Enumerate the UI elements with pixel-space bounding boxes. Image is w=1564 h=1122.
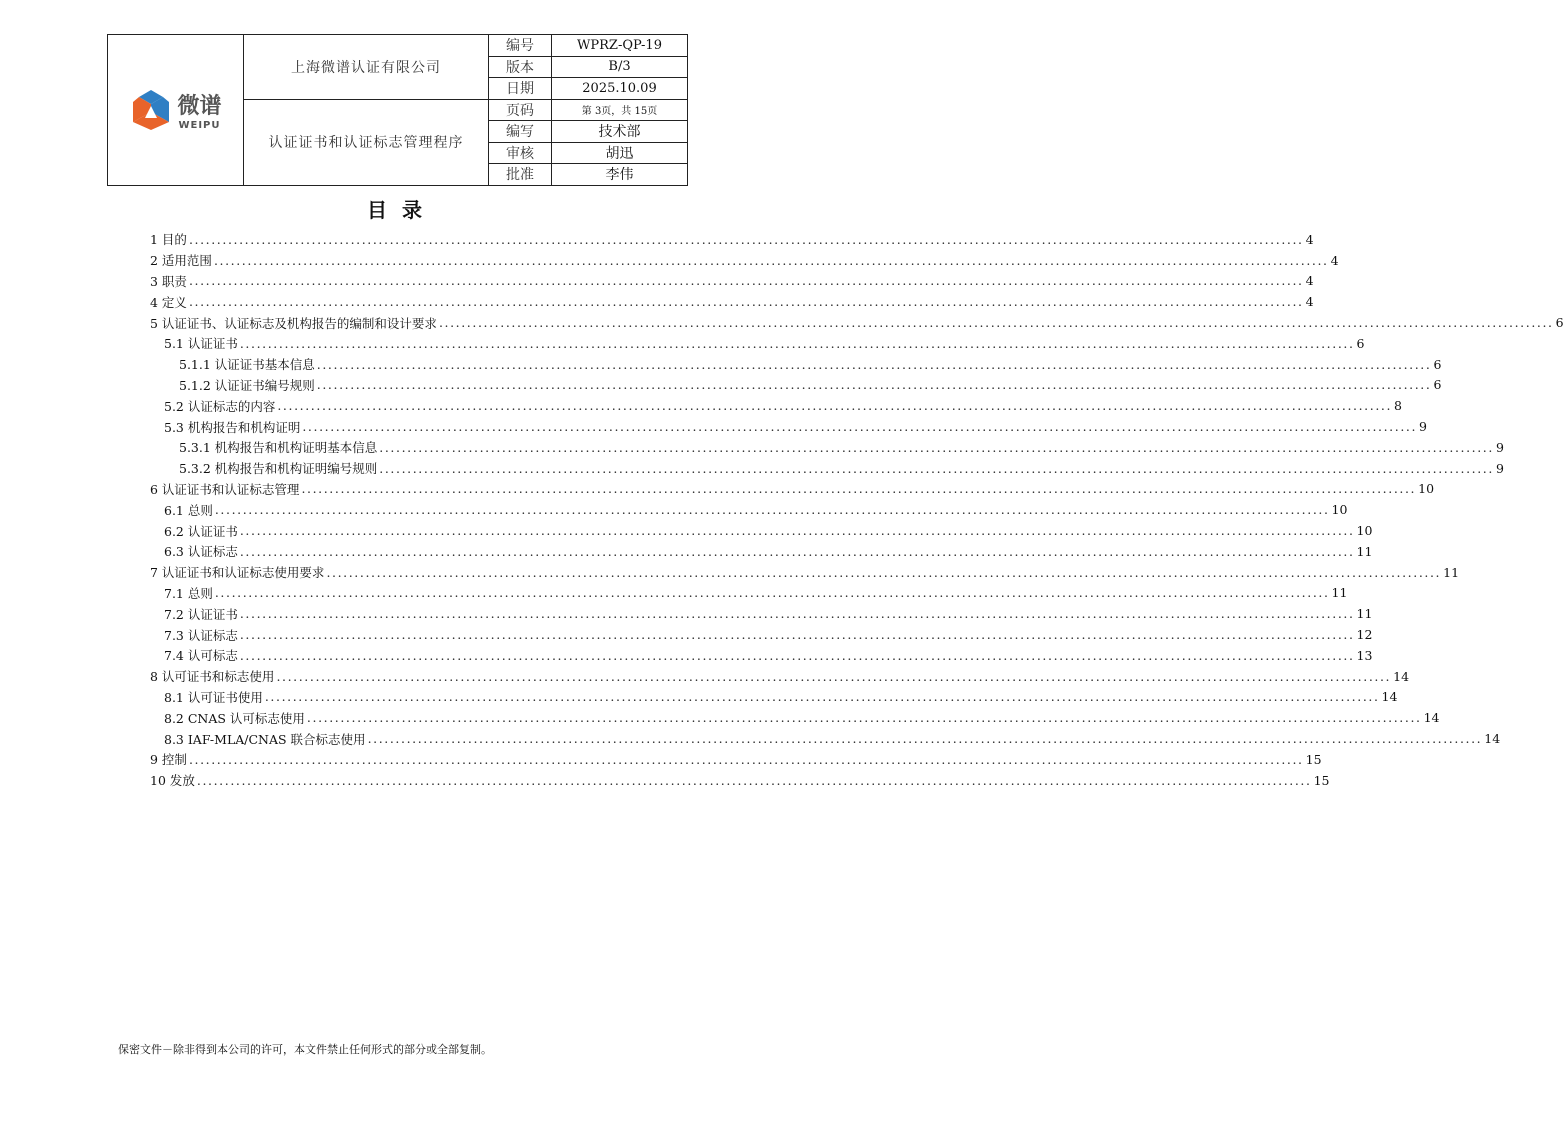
toc-leader-dots: ........................................................................................................................................................................................................ xyxy=(239,627,1355,643)
toc-leader-dots: ........................................................................................................................................................................................................ xyxy=(277,398,1393,414)
logo-mark-icon xyxy=(129,88,173,132)
toc-page-number: 9 xyxy=(1495,439,1504,455)
toc-leader-dots: ........................................................................................................................................................................................................ xyxy=(188,294,1304,310)
toc-entry[interactable] xyxy=(150,520,1373,541)
logo-text: 微谱 xyxy=(177,93,222,119)
toc-leader-dots: ........................................................................................................................................................................................................ xyxy=(239,335,1355,351)
toc-page-number: 4 xyxy=(1305,294,1314,310)
toc-leader-dots: ........................................................................................................................................................................................................ xyxy=(239,606,1355,622)
field-value: B/3 xyxy=(552,56,688,78)
field-label: 版本 xyxy=(489,56,552,78)
toc-entry-text: 6.3 认证标志 xyxy=(164,544,238,560)
toc-page-number: 6 xyxy=(1356,335,1365,351)
toc-entry[interactable] xyxy=(150,229,1314,250)
toc-leader-dots: ........................................................................................................................................................................................................ xyxy=(188,273,1304,289)
toc-entry[interactable] xyxy=(150,312,1564,333)
toc-page-number: 4 xyxy=(1330,252,1339,268)
company-logo xyxy=(108,35,244,186)
toc-entry[interactable] xyxy=(150,375,1442,396)
toc-page-number: 8 xyxy=(1394,398,1402,414)
toc-leader-dots: ........................................................................................................................................................................................................ xyxy=(438,315,1554,331)
toc-entry-text: 6.2 认证证书 xyxy=(164,523,238,539)
toc-entry-text: 7 认证证书和认证标志使用要求 xyxy=(150,565,325,581)
toc-entry-text: 5.1.1 认证证书基本信息 xyxy=(179,357,315,373)
toc-leader-dots: ........................................................................................................................................................................................................ xyxy=(214,585,1330,601)
toc-page-number: 4 xyxy=(1305,231,1314,247)
toc-page-number: 12 xyxy=(1356,627,1373,643)
field-value: 第 3页，共 15页 xyxy=(552,99,688,121)
toc-entry[interactable] xyxy=(150,499,1348,520)
toc-entry-text: 8.1 认可证书使用 xyxy=(164,689,263,705)
document-title: 认证证书和认证标志管理程序 xyxy=(244,99,489,185)
toc-leader-dots: ........................................................................................................................................................................................................ xyxy=(239,523,1355,539)
toc-leader-dots: ........................................................................................................................................................................................................ xyxy=(379,439,1494,455)
field-value: 胡迅 xyxy=(552,142,688,164)
toc-entry-text: 7.4 认可标志 xyxy=(164,648,238,664)
toc-page-number: 10 xyxy=(1418,481,1435,497)
toc-page-number: 10 xyxy=(1356,523,1373,539)
toc-leader-dots: ........................................................................................................................................................................................................ xyxy=(316,356,1432,372)
toc-page-number: 6 xyxy=(1433,377,1442,393)
toc-title: 目 录 xyxy=(367,198,426,222)
toc-leader-dots: ........................................................................................................................................................................................................ xyxy=(239,647,1355,663)
field-value: 李伟 xyxy=(552,164,688,186)
toc-page-number: 11 xyxy=(1443,564,1460,580)
toc-entry-text: 3 职责 xyxy=(150,273,187,289)
toc-entry[interactable] xyxy=(150,728,1501,749)
toc-leader-dots: ........................................................................................................................................................................................................ xyxy=(188,751,1304,767)
field-label: 编写 xyxy=(489,121,552,143)
toc-entry[interactable] xyxy=(150,395,1402,416)
header-table xyxy=(107,34,688,186)
toc-entry-text: 6.1 总则 xyxy=(164,502,213,518)
toc-leader-dots: ........................................................................................................................................................................................................ xyxy=(301,481,1417,497)
toc-leader-dots: ........................................................................................................................................................................................................ xyxy=(367,731,1483,747)
toc-entry-text: 6 认证证书和认证标志管理 xyxy=(150,481,300,497)
field-label: 批准 xyxy=(489,164,552,186)
toc-entry-text: 10 发放 xyxy=(150,773,195,789)
toc-entry[interactable] xyxy=(150,437,1504,458)
toc-page-number: 11 xyxy=(1356,606,1373,622)
toc-entry[interactable] xyxy=(150,562,1460,583)
field-label: 编号 xyxy=(489,35,552,57)
toc-leader-dots: ........................................................................................................................................................................................................ xyxy=(302,419,1418,435)
toc-entry-text: 1 目的 xyxy=(150,232,187,248)
confidentiality-footer: 保密文件－除非得到本公司的许可，本文件禁止任何形式的部分或全部复制。 xyxy=(118,1043,492,1056)
logo-subtext: WEIPU xyxy=(178,119,221,131)
toc-page-number: 15 xyxy=(1313,772,1330,788)
toc-leader-dots: ........................................................................................................................................................................................................ xyxy=(379,460,1494,476)
toc-page-number: 9 xyxy=(1419,419,1427,435)
toc-entry-text: 5.3 机构报告和机构证明 xyxy=(164,419,301,435)
toc-entry[interactable] xyxy=(150,354,1442,375)
toc-entry[interactable] xyxy=(150,250,1339,271)
toc-leader-dots: ........................................................................................................................................................................................................ xyxy=(213,252,1329,268)
toc-page-number: 14 xyxy=(1423,710,1440,726)
toc-entry[interactable] xyxy=(150,707,1440,728)
toc-page-number: 9 xyxy=(1495,460,1504,476)
company-name: 上海微谱认证有限公司 xyxy=(244,35,489,100)
field-label: 审核 xyxy=(489,142,552,164)
toc-page-number: 14 xyxy=(1381,689,1398,705)
toc-entry-text: 8.2 CNAS 认可标志使用 xyxy=(164,710,305,726)
toc-entry-text: 5.3.1 机构报告和机构证明基本信息 xyxy=(179,440,378,456)
toc-entry[interactable] xyxy=(150,271,1314,292)
field-value: 技术部 xyxy=(552,121,688,143)
toc-entry[interactable] xyxy=(150,603,1373,624)
toc-page-number: 4 xyxy=(1305,273,1314,289)
toc-page-number: 14 xyxy=(1393,668,1410,684)
toc-page-number: 6 xyxy=(1433,356,1442,372)
toc-entry-text: 8 认可证书和标志使用 xyxy=(150,669,275,685)
toc-entry[interactable] xyxy=(150,416,1427,437)
toc-entry-text: 5.1.2 认证证书编号规则 xyxy=(179,377,315,393)
toc-entry-text: 7.2 认证证书 xyxy=(164,606,238,622)
toc-entry[interactable] xyxy=(150,333,1365,354)
toc-entry[interactable] xyxy=(150,770,1330,791)
field-label: 页码 xyxy=(489,99,552,121)
toc-entry[interactable] xyxy=(150,687,1398,708)
toc-leader-dots: ........................................................................................................................................................................................................ xyxy=(326,564,1442,580)
toc-page-number: 13 xyxy=(1356,647,1373,663)
toc-page-number: 11 xyxy=(1331,585,1348,601)
toc-page-number: 15 xyxy=(1305,751,1322,767)
toc-entry-text: 7.1 总则 xyxy=(164,585,213,601)
toc-entry[interactable] xyxy=(150,458,1504,479)
field-value: 2025.10.09 xyxy=(552,78,688,100)
toc-entry-text: 7.3 认证标志 xyxy=(164,627,238,643)
toc-leader-dots: ........................................................................................................................................................................................................ xyxy=(276,668,1392,684)
toc-entry[interactable] xyxy=(150,583,1348,604)
toc-leader-dots: ........................................................................................................................................................................................................ xyxy=(264,689,1380,705)
toc-entry-text: 5.2 认证标志的内容 xyxy=(164,398,276,414)
field-value: WPRZ-QP-19 xyxy=(552,35,688,57)
toc-entry[interactable] xyxy=(150,645,1373,666)
toc-entry-text: 4 定义 xyxy=(150,294,187,310)
toc-leader-dots: ........................................................................................................................................................................................................ xyxy=(306,710,1422,726)
toc-entry-text: 5.1 认证证书 xyxy=(164,336,238,352)
toc-entry[interactable] xyxy=(150,541,1373,562)
toc-entry-text: 5 认证证书、认证标志及机构报告的编制和设计要求 xyxy=(150,315,437,331)
toc-entry[interactable] xyxy=(150,479,1435,500)
toc-page-number: 10 xyxy=(1331,502,1348,518)
toc-page-number: 6 xyxy=(1555,315,1564,331)
toc-leader-dots: ........................................................................................................................................................................................................ xyxy=(239,543,1355,559)
toc-page-number: 11 xyxy=(1356,543,1373,559)
toc-entry-text: 5.3.2 机构报告和机构证明编号规则 xyxy=(179,461,378,477)
toc-entry-text: 8.3 IAF-MLA/CNAS 联合标志使用 xyxy=(164,731,366,747)
toc-leader-dots: ........................................................................................................................................................................................................ xyxy=(196,772,1312,788)
toc-entry[interactable] xyxy=(150,666,1410,687)
toc-leader-dots: ........................................................................................................................................................................................................ xyxy=(214,502,1330,518)
field-label: 日期 xyxy=(489,78,552,100)
toc-leader-dots: ........................................................................................................................................................................................................ xyxy=(316,377,1432,393)
toc-leader-dots: ........................................................................................................................................................................................................ xyxy=(188,231,1304,247)
toc-entry-text: 2 适用范围 xyxy=(150,253,212,269)
toc-entry[interactable] xyxy=(150,749,1322,770)
toc-entry[interactable] xyxy=(150,624,1373,645)
table-of-contents xyxy=(150,229,1564,791)
toc-entry[interactable] xyxy=(150,291,1314,312)
toc-entry-text: 9 控制 xyxy=(150,752,187,768)
toc-page-number: 14 xyxy=(1484,731,1501,747)
